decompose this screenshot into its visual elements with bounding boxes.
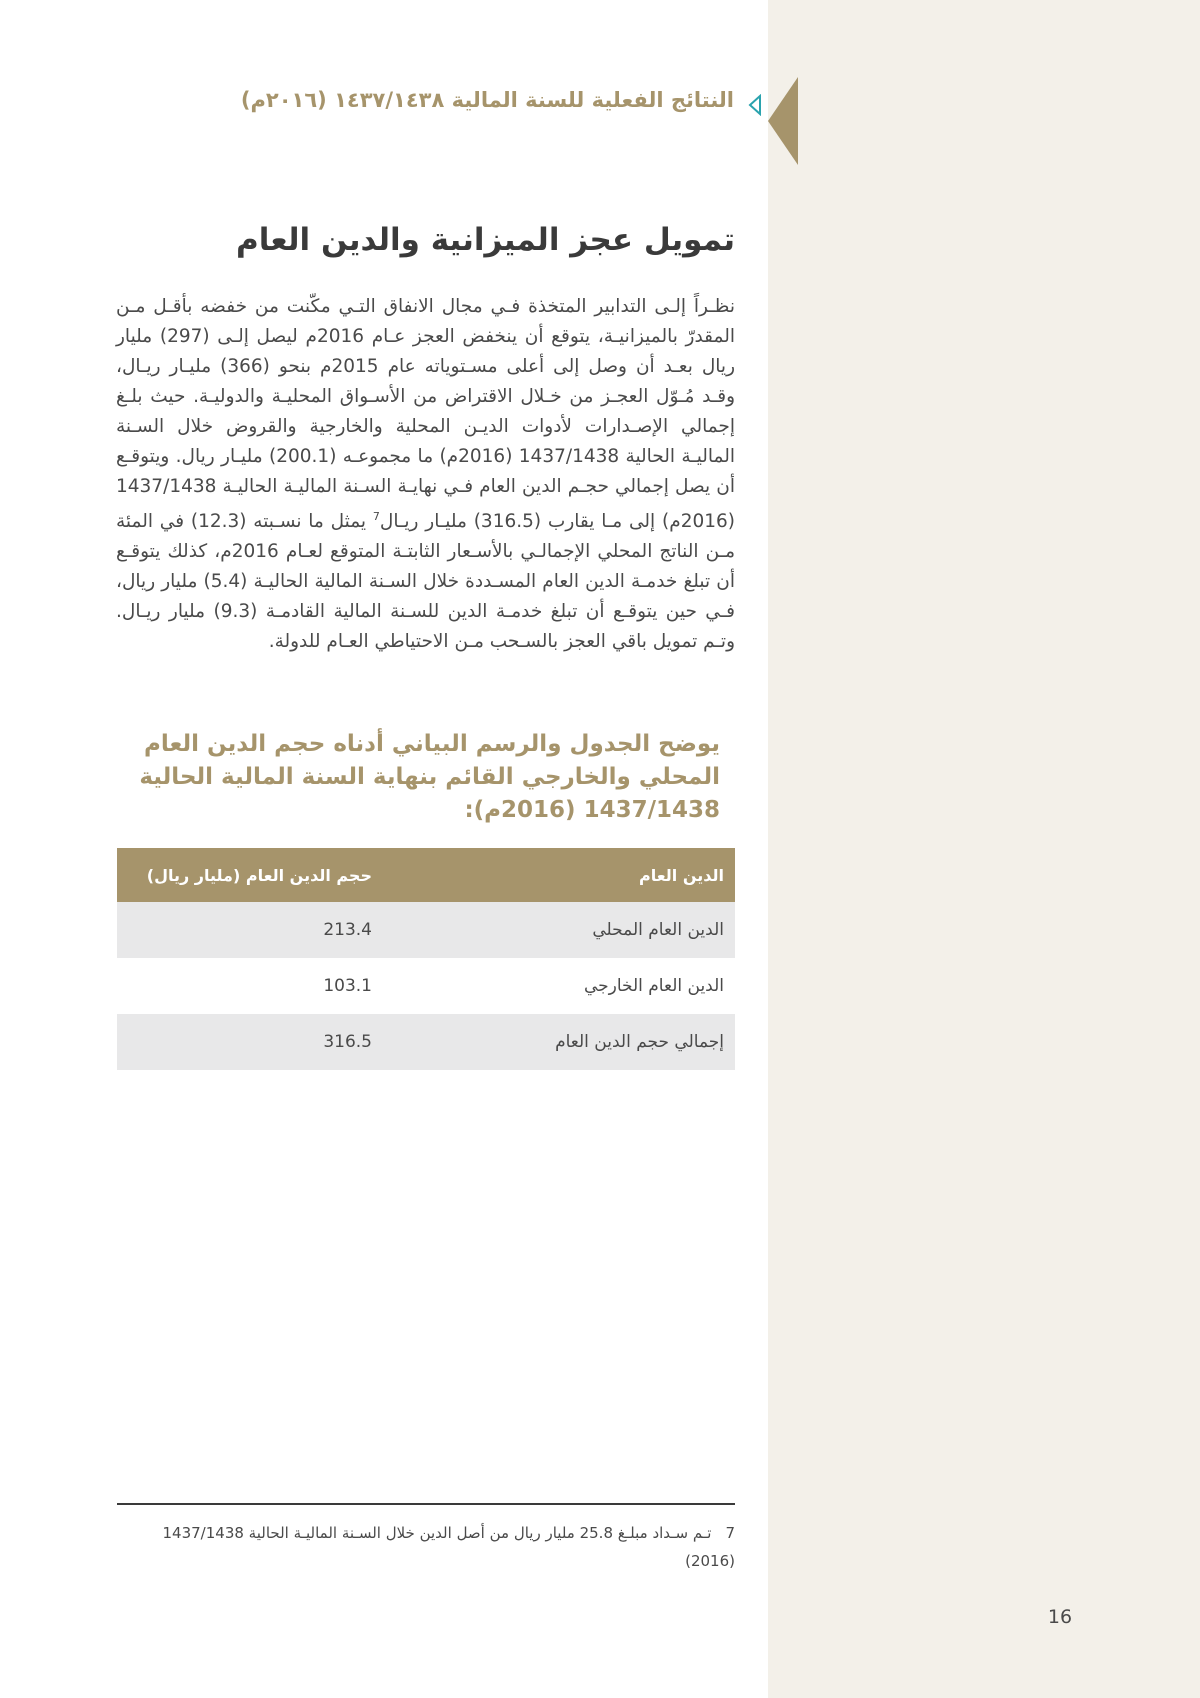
- running-header: النتائج الفعلية للسنة المالية ١٤٣٧/١٤٣٨ (٢٠١٦م): [240, 88, 734, 112]
- table-row: [117, 902, 735, 958]
- chevron-left-icon: [748, 94, 762, 116]
- body-paragraph: [116, 292, 735, 657]
- row-label-external-debt: الدين العام الخارجي: [583, 976, 724, 996]
- public-debt-table: [117, 848, 735, 1070]
- row-label-total-debt: إجمالي حجم الدين العام: [383, 1014, 735, 1070]
- row-label-domestic-debt: الدين العام المحلي: [383, 902, 735, 958]
- table-header-row: [117, 848, 735, 902]
- footnote-divider: [117, 1503, 735, 1505]
- footnote-number: 7: [725, 1524, 735, 1542]
- row-value-total-debt: 316.5: [117, 1014, 383, 1070]
- row-value-external-debt: 103.1: [323, 976, 372, 996]
- table-row: [117, 958, 735, 1014]
- section-title: تمويل عجز الميزانية والدين العام: [236, 222, 735, 258]
- footnote-text: تـم سـداد مبلـغ 25.8 مليار ريال من أصل الدين خلال السـنة الماليـة الحالية 1437/1438 (2016): [162, 1524, 735, 1570]
- page-number: 16: [1047, 1606, 1073, 1628]
- column-header-debt-size: حجم الدين العام (مليار ريال): [117, 848, 383, 902]
- row-value-domestic-debt: 213.4: [117, 902, 383, 958]
- footnote: [117, 1519, 735, 1575]
- body-text-part-2: يمثل ما نسـبته (12.3) في المئة مـن الناتج المحلي الإجمالـي بالأسـعار الثابتـة المتوقع لعـام 2016م، كذلك يتوقـع أن تبلغ خدمـة الدين العام المسـددة خلال السـنة المالية الحاليـة (5.4) مليار ريال، فـي حين يتوقـع أن تبلغ خدمـة الدين للسـنة المالية القادمـة (9.3) مليار ريـال. وتـم تمويل باقي العجز بالسـحب مـن الاحتياطي العـام للدولة.: [116, 511, 735, 653]
- header-tab-marker: [768, 77, 798, 165]
- column-header-debt-type: الدين العام: [383, 848, 735, 902]
- side-panel: [768, 0, 1200, 1698]
- body-text-part-1: نظـراً إلـى التدابير المتخذة فـي مجال الانفاق التـي مكّنت من خفضه بأقـل مـن المقدرّ بالميزانيـة، يتوقع أن ينخفض العجز عـام 2016م ليصل إلـى (297) مليار ريال بعـد أن وصل إلى أعلى مسـتوياته عام 2015م بنحو (366) مليـار ريـال، وقـد مُـوّل العجـز من خـلال الاقتراض من الأسـواق المحليـة والدوليـة. حيث بلـغ إجمالي الإصـدارات لأدوات الديـن المحلية والخارجية والقروض خلال السـنة الماليـة الحالية 1437/1438 (2016م) ما مجموعـه (200.1) مليـار ريال. ويتوقـع أن يصل إجمالي حجـم الدين العام فـي نهايـة السـنة الماليـة الحاليـة 1437/1438 (2016م) إلى مـا يقارب (316.5) مليـار ريـال: [116, 296, 736, 533]
- table-row: [117, 1014, 735, 1070]
- table-intro-heading: يوضح الجدول والرسم البياني أدناه حجم الدين العام المحلي والخارجي القائم بنهاية السنة المالية الحالية 1437/1438 (2016م):: [139, 731, 720, 823]
- footnote-reference[interactable]: 7: [372, 510, 380, 523]
